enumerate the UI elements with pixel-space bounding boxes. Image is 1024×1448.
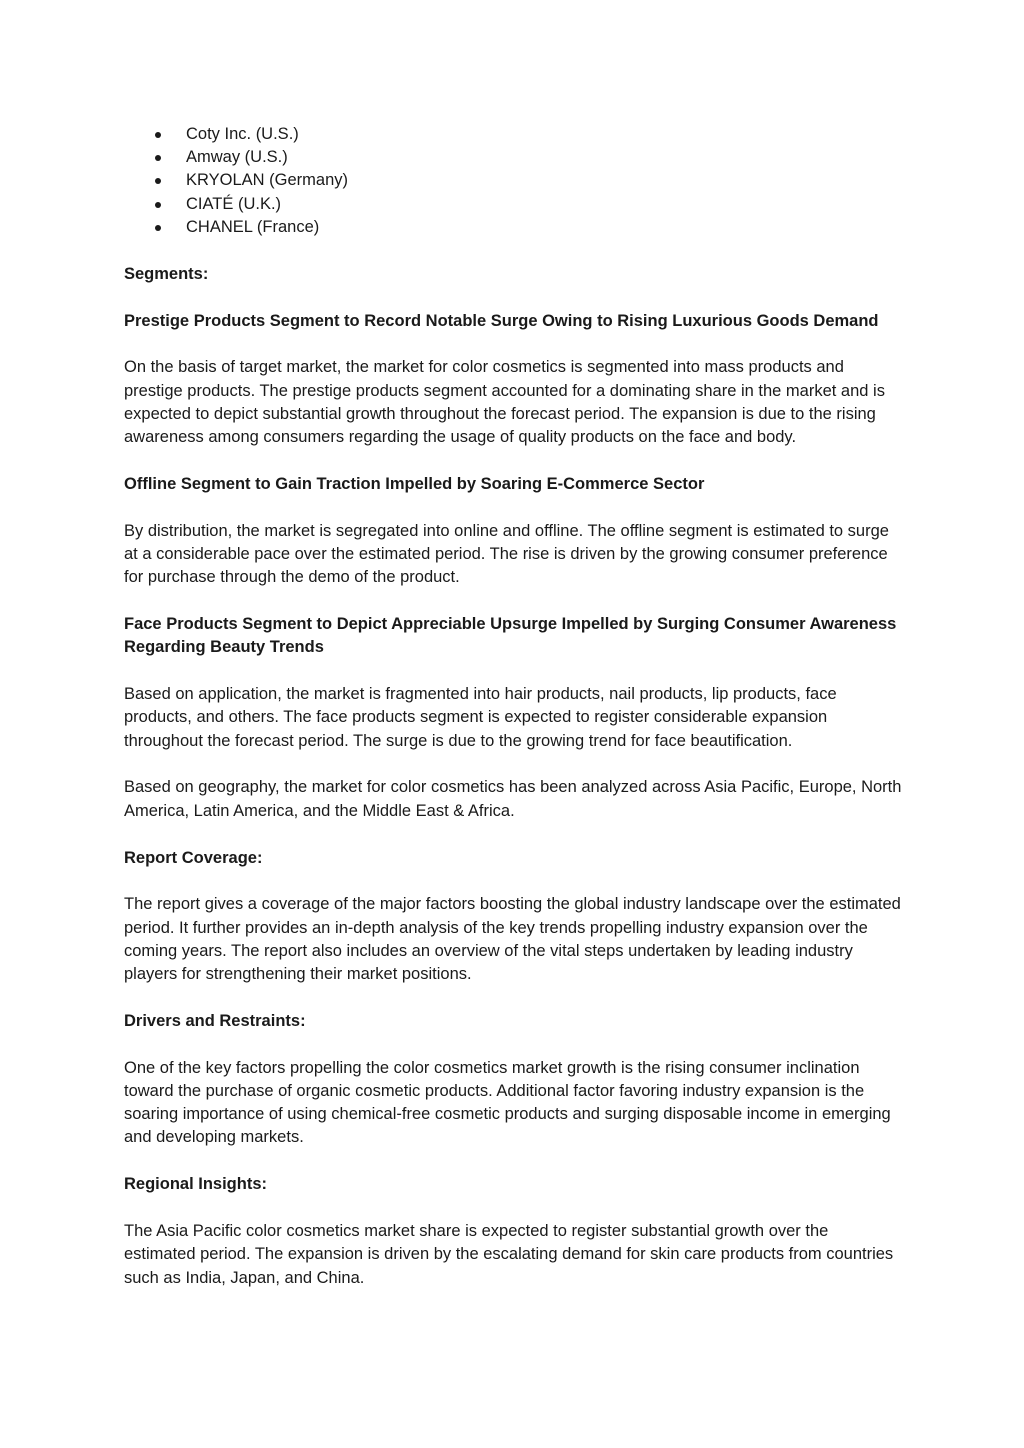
list-item xyxy=(124,123,904,146)
list-item xyxy=(124,216,904,239)
bullet-icon xyxy=(155,225,161,231)
drivers-heading: Drivers and Restraints: xyxy=(124,1011,306,1030)
list-item-label: CIATÉ (U.K.) xyxy=(186,194,282,213)
list-item-label: Coty Inc. (U.S.) xyxy=(186,125,299,143)
report-coverage-heading: Report Coverage: xyxy=(124,848,263,867)
bullet-icon xyxy=(155,155,161,161)
prestige-paragraph: On the basis of target market, the market for color cosmetics is segmented into mass products and prestige products. The prestige products segment accounted for a dominating share in the market and is expected to depict substantial growth throughout the forecast period. The expansion is due to the rising awareness among consumers regarding the usage of quality products on the face and body. xyxy=(124,358,885,447)
bullet-icon xyxy=(155,178,161,184)
regional-heading: Regional Insights: xyxy=(124,1175,268,1194)
list-item-label: KRYOLAN (Germany) xyxy=(186,171,348,190)
report-coverage-paragraph: The report gives a coverage of the major factors boosting the global industry landscape over the estimated period. It further provides an in-depth analysis of the key trends propelling industry expansion over the coming years. The report also includes an overview of the vital steps undertaken by leading industry players for strengthening their market positions. xyxy=(124,895,901,984)
list-item-label: Amway (U.S.) xyxy=(186,148,288,167)
list-item xyxy=(124,169,904,192)
bullet-icon xyxy=(155,132,161,138)
offline-heading: Offline Segment to Gain Traction Impelled by Soaring E-Commerce Sector xyxy=(124,474,705,493)
drivers-paragraph: One of the key factors propelling the color cosmetics market growth is the rising consumer inclination toward the purchase of organic cosmetic products. Additional factor favoring industry expansion is the soaring importance of using chemical-free cosmetic products and surging disposable income in emerging and developing markets. xyxy=(124,1058,891,1147)
face-heading: Face Products Segment to Depict Appreciable Upsurge Impelled by Surging Consumer Awareness Regarding Beauty Trends xyxy=(124,615,897,657)
list-item xyxy=(124,193,904,216)
geography-paragraph: Based on geography, the market for color cosmetics has been analyzed across Asia Pacific, Europe, North America, Latin America, and the Middle East & Africa. xyxy=(124,778,902,820)
list-item xyxy=(124,146,904,169)
company-list xyxy=(124,123,904,239)
segments-heading: Segments: xyxy=(124,264,209,283)
bullet-icon xyxy=(155,202,161,208)
list-item-label: CHANEL (France) xyxy=(186,217,320,236)
prestige-heading: Prestige Products Segment to Record Notable Surge Owing to Rising Luxurious Goods Demand xyxy=(124,311,879,330)
face-paragraph: Based on application, the market is fragmented into hair products, nail products, lip products, face products, and others. The face products segment is expected to register considerable expansion throughout the forecast period. The surge is due to the growing trend for face beautification. xyxy=(124,685,837,750)
regional-paragraph: The Asia Pacific color cosmetics market share is expected to register substantial growth over the estimated period. The expansion is driven by the escalating demand for skin care products from countries such as India, Japan, and China. xyxy=(124,1222,894,1287)
offline-paragraph: By distribution, the market is segregated into online and offline. The offline segment is estimated to surge at a considerable pace over the estimated period. The rise is driven by the growing consumer preference for purchase through the demo of the product. xyxy=(124,521,889,587)
